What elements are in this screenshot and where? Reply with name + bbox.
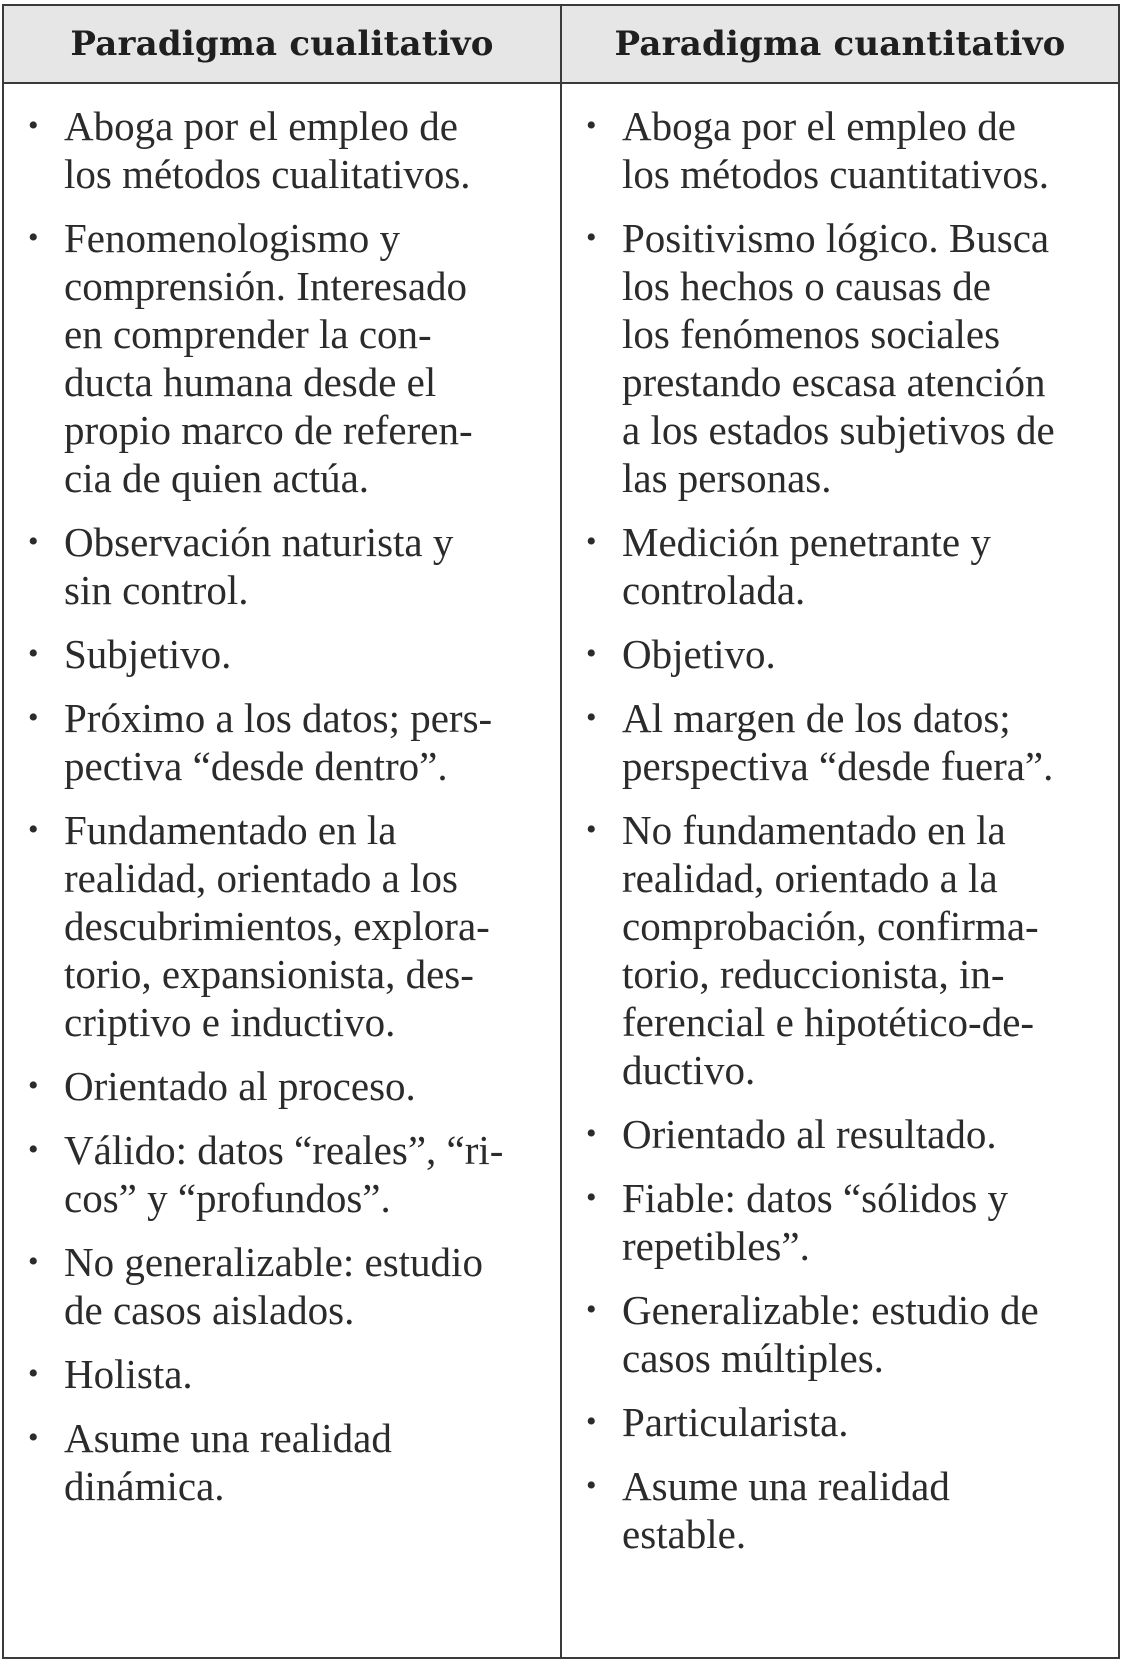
qualitative-list: [22, 102, 542, 1510]
item-text-line: cia de quien actúa.: [64, 455, 370, 501]
bullet-icon: •: [28, 637, 39, 670]
item-text-line: torio, reduccionista, in-: [622, 951, 1005, 997]
bullet-icon: •: [586, 1117, 597, 1150]
bullet-icon: •: [28, 701, 39, 734]
item-text-line: criptivo e inductivo.: [64, 999, 396, 1045]
quantitative-column: [580, 102, 1108, 1574]
item-text-line: ducta humana desde el: [64, 359, 437, 405]
item-text-line: Objetivo.: [622, 631, 776, 677]
list-item: [580, 694, 1108, 790]
bullet-icon: •: [586, 109, 597, 142]
bullet-icon: •: [28, 813, 39, 846]
item-text-line: Particularista.: [622, 1399, 849, 1445]
item-text-line: ferencial e hipotético-de-: [622, 999, 1035, 1045]
bullet-icon: •: [586, 637, 597, 670]
item-text-line: Fundamentado en la: [64, 807, 397, 853]
item-text-line: Aboga por el empleo de: [64, 103, 458, 149]
list-item: [580, 1174, 1108, 1270]
item-text-line: Asume una realidad: [64, 1415, 392, 1461]
list-item: [580, 1398, 1108, 1446]
list-item: [22, 1350, 542, 1398]
item-text-line: realidad, orientado a los: [64, 855, 458, 901]
list-item: [22, 1126, 542, 1222]
list-item: [22, 518, 542, 614]
list-item: [22, 1414, 542, 1510]
item-text-line: Medición penetrante y: [622, 519, 991, 565]
item-text-line: comprobación, confirma-: [622, 903, 1039, 949]
item-text-line: controlada.: [622, 567, 806, 613]
item-text-line: los métodos cualitativos.: [64, 151, 471, 197]
list-item: [22, 806, 542, 1046]
list-item: [22, 1238, 542, 1334]
list-item: [580, 1462, 1108, 1558]
item-text-line: repetibles”.: [622, 1223, 810, 1269]
item-text-line: torio, expansionista, des-: [64, 951, 474, 997]
item-text-line: Orientado al proceso.: [64, 1063, 416, 1109]
bullet-icon: •: [586, 813, 597, 846]
list-item: [22, 630, 542, 678]
bullet-icon: •: [586, 221, 597, 254]
item-text-line: estable.: [622, 1511, 747, 1557]
item-text-line: Aboga por el empleo de: [622, 103, 1016, 149]
item-text-line: de casos aislados.: [64, 1287, 355, 1333]
item-text-line: perspectiva “desde fuera”.: [622, 743, 1054, 789]
bullet-icon: •: [28, 525, 39, 558]
qualitative-column: [22, 102, 542, 1526]
bullet-icon: •: [586, 1293, 597, 1326]
header-quantitative: Paradigma cuantitativo: [614, 24, 1066, 64]
item-text-line: No fundamentado en la: [622, 807, 1006, 853]
bullet-icon: •: [586, 1469, 597, 1502]
item-text-line: las personas.: [622, 455, 832, 501]
bullet-icon: •: [28, 1245, 39, 1278]
bullet-icon: •: [586, 1181, 597, 1214]
item-text-line: descubrimientos, explora-: [64, 903, 490, 949]
item-text-line: Próximo a los datos; pers-: [64, 695, 493, 741]
bullet-icon: •: [28, 1069, 39, 1102]
item-text-line: Asume una realidad: [622, 1463, 950, 1509]
item-text-line: a los estados subjetivos de: [622, 407, 1055, 453]
list-item: [22, 1062, 542, 1110]
item-text-line: Holista.: [64, 1351, 193, 1397]
list-item: [580, 214, 1108, 502]
bullet-icon: •: [28, 1133, 39, 1166]
quantitative-list: [580, 102, 1108, 1558]
item-text-line: los fenómenos sociales: [622, 311, 1001, 357]
item-text-line: Válido: datos “reales”, “ri-: [64, 1127, 504, 1173]
item-text-line: No generalizable: estudio: [64, 1239, 483, 1285]
bullet-icon: •: [28, 1357, 39, 1390]
item-text-line: Fenomenologismo y: [64, 215, 400, 261]
bullet-icon: •: [28, 1421, 39, 1454]
list-item: [22, 694, 542, 790]
list-item: [22, 214, 542, 502]
bullet-icon: •: [586, 1405, 597, 1438]
item-text-line: Fiable: datos “sólidos y: [622, 1175, 1009, 1221]
comparison-table: [2, 4, 1120, 1659]
item-text-line: casos múltiples.: [622, 1335, 884, 1381]
list-item: [580, 630, 1108, 678]
item-text-line: Generalizable: estudio de: [622, 1287, 1039, 1333]
item-text-line: ductivo.: [622, 1047, 756, 1093]
item-text-line: Positivismo lógico. Busca: [622, 215, 1050, 261]
item-text-line: dinámica.: [64, 1463, 225, 1509]
list-item: [580, 518, 1108, 614]
item-text-line: Observación naturista y: [64, 519, 454, 565]
item-text-line: los métodos cuantitativos.: [622, 151, 1050, 197]
column-divider: [560, 6, 562, 1657]
item-text-line: Al margen de los datos;: [622, 695, 1011, 741]
item-text-line: Subjetivo.: [64, 631, 232, 677]
item-text-line: los hechos o causas de: [622, 263, 991, 309]
list-item: [580, 806, 1108, 1094]
item-text-line: propio marco de referen-: [64, 407, 473, 453]
item-text-line: Orientado al resultado.: [622, 1111, 997, 1157]
item-text-line: prestando escasa atención: [622, 359, 1046, 405]
bullet-icon: •: [586, 701, 597, 734]
header-qualitative: Paradigma cualitativo: [70, 24, 494, 64]
item-text-line: en comprender la con-: [64, 311, 432, 357]
item-text-line: comprensión. Interesado: [64, 263, 468, 309]
item-text-line: cos” y “profundos”.: [64, 1175, 391, 1221]
list-item: [580, 102, 1108, 198]
list-item: [580, 1286, 1108, 1382]
bullet-icon: •: [28, 221, 39, 254]
item-text-line: pectiva “desde dentro”.: [64, 743, 448, 789]
list-item: [22, 102, 542, 198]
item-text-line: realidad, orientado a la: [622, 855, 998, 901]
bullet-icon: •: [28, 109, 39, 142]
bullet-icon: •: [586, 525, 597, 558]
item-text-line: sin control.: [64, 567, 249, 613]
list-item: [580, 1110, 1108, 1158]
